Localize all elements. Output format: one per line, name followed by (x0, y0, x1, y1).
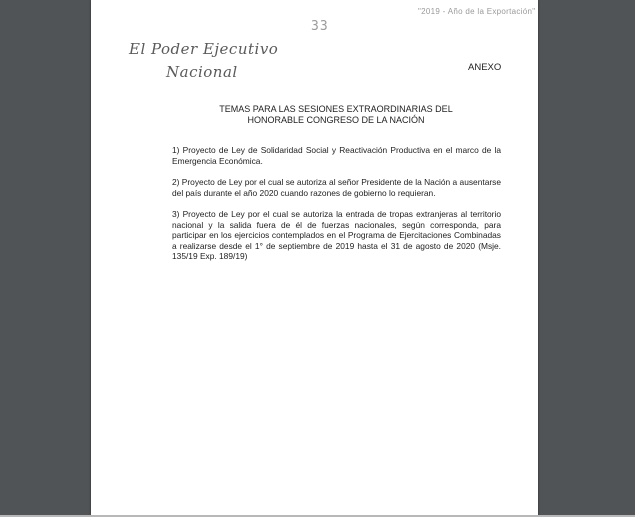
letterhead-line-2: Nacional (166, 63, 238, 81)
agenda-item: 1) Proyecto de Ley de Solidaridad Social y Reactivación Productiva en el marco de la Emergencia Económica. (172, 145, 501, 166)
year-motto: "2019 - Año de la Exportación" (418, 7, 536, 16)
letterhead-logo (129, 38, 278, 84)
agenda-item: 2) Proyecto de Ley por el cual se autoriza al señor Presidente de la Nación a ausentarse del país durante el año 2020 cuando razones de gobierno lo requieran. (172, 177, 501, 198)
folio-number: 33 (311, 19, 329, 34)
document-title (181, 104, 491, 125)
annex-label: ANEXO (468, 62, 502, 73)
document-page (91, 0, 538, 515)
agenda-list (172, 145, 501, 273)
title-line-1: TEMAS PARA LAS SESIONES EXTRAORDINARIAS DEL (219, 104, 453, 114)
letterhead-line-1: El Poder Ejecutivo (129, 40, 279, 58)
agenda-item: 3) Proyecto de Ley por el cual se autoriza la entrada de tropas extranjeras al territorio nacional y la salida fuera de él de fuerzas nacionales, según corresponda, para participar en los ejercicios contemplados en el Programa de Ejercitaciones Combinadas a realizarse desde el 1° de septiembre de 2019 hasta el 31 de agosto de 2020 (Msje. 135/19 Exp. 189/19) (172, 209, 501, 261)
title-line-2: HONORABLE CONGRESO DE LA NACIÓN (247, 114, 425, 125)
